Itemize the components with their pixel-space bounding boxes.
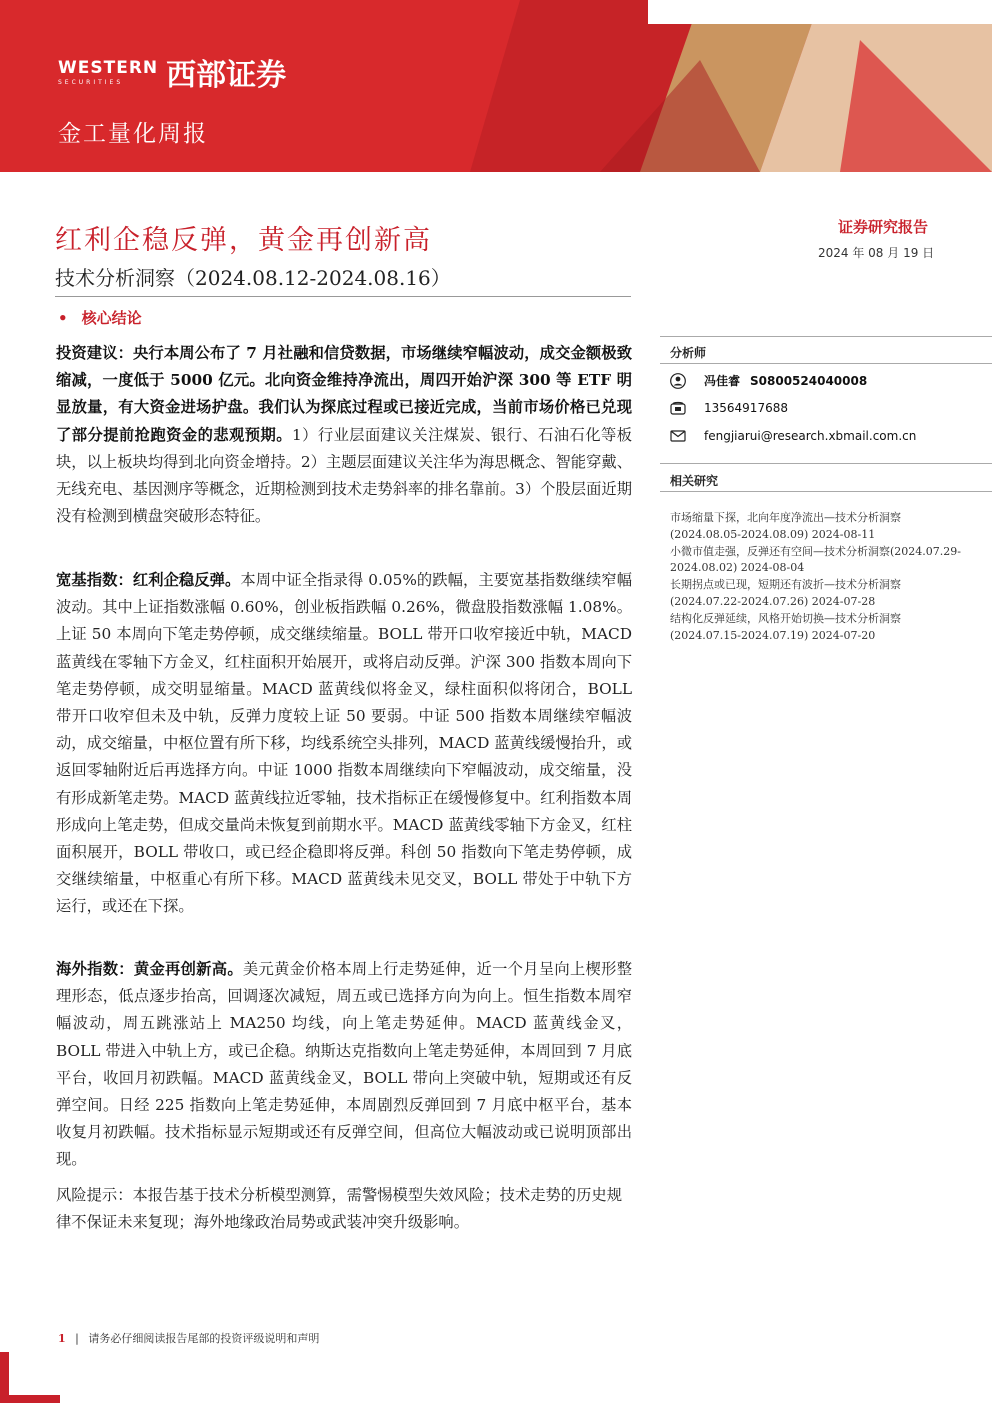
report-label: 证券研究报告 [838, 218, 929, 236]
corner-mark [0, 1395, 60, 1403]
related-item[interactable]: 小微市值走强，反弹还有空间—技术分析洞察(2024.07.29-2024.08.02) 2024-08-04 [670, 544, 961, 575]
risk-warning: 风险提示：本报告基于技术分析模型测算，需警惕模型失效风险；技术走势的历史规律不保证未来复现；海外地缘政治局势或武装冲突升级影响。 [56, 1186, 622, 1232]
section-text: 本周中证全指录得 0.05%的跌幅，主要宽基指数继续窄幅波动。其中上证指数涨幅 0.60%，创业板指跌幅 0.26%，微盘股指数涨幅 1.08%。上证 50 本周向下笔走势停顿，成交继续缩量。BOLL 带开口收窄接近中轨，MACD 蓝黄线在零轴下方金叉，红柱面积开始展开，或将启动反弹。沪深 300 指数本周向下笔走势停顿，成交明显缩量。MACD 蓝黄线似将金叉，绿柱面积似将闭合，BOLL 带开口收窄但未及中轨，反弹力度较上证 50 要弱。中证 500 指数本周继续窄幅波动，成交缩量，中枢位置有所下移，均线系统空头排列，MACD 蓝黄线缓慢抬升，或返回零轴附近后再选择方向。中证 1000 指数本周继续向下窄幅波动，成交缩量，没有形成新笔走势。MACD 蓝黄线拉近零轴，技术指标正在缓慢修复中。红利指数本周形成向上笔走势，但成交量尚未恢复到前期水平。MACD 蓝黄线零轴下方金叉，红柱面积展开，BOLL 带收口，或已经企稳即将反弹。科创 50 指数向下笔走势停顿，成交继续缩量，中枢重心有所下移。MACD 蓝黄线未见交叉，BOLL 带处于中轨下方运行，或还在下探。 [56, 571, 632, 916]
sidebar-divider [660, 363, 992, 364]
analyst-heading: 分析师 [670, 346, 707, 360]
analyst-id: S0800524040008 [750, 373, 868, 388]
section-investment [56, 340, 632, 530]
section-lead: 投资建议：央行本周公布了 7 月社融和信贷数据，市场继续窄幅波动，成交金额极致缩减，一度低于 5000 亿元。北向资金维持净流出，周四开始沪深 300 等 ETF 明显放量，有大资金进场护盘。我们认为探底过程或已接近完成，当前市场价格已兑现了部分提前抢跑资金的悲观预期。 [56, 344, 632, 444]
related-item[interactable]: 结构化反弹延续，风格开始切换—技术分析洞察(2024.07.15-2024.07.19) 2024-07-20 [670, 611, 901, 642]
page-number: 1 [58, 1332, 66, 1345]
related-item[interactable]: 市场缩量下探，北向年度净流出—技术分析洞察(2024.08.05-2024.08.09) 2024-08-11 [670, 511, 901, 541]
analyst-row [670, 372, 867, 389]
disclaimer-text: 请务必仔细阅读报告尾部的投资评级说明和声明 [88, 1332, 320, 1345]
person-icon [670, 373, 686, 389]
section-lead: 海外指数：黄金再创新高。 [56, 960, 243, 978]
section-lead: 宽基指数：红利企稳反弹。 [56, 571, 241, 589]
section-text: 1）行业层面建议关注煤炭、银行、石油石化等板块，以上板块均得到北向资金增持。2）主题层面建议关注华为海思概念、智能穿戴、无线充电、基因测序等概念，近期检测到技术走势斜率的排名靠前。3）个股层面近期没有检测到横盘突破形态特征。 [56, 425, 632, 526]
core-heading: • 核心结论 [58, 309, 142, 327]
header-banner [0, 0, 992, 172]
analyst-email[interactable]: fengjiarui@research.xbmail.com.cn [704, 429, 917, 443]
section-broad-index [56, 567, 632, 921]
report-title: 红利企稳反弹，黄金再创新高 [55, 225, 432, 256]
report-type: 金工量化周报 [58, 121, 208, 147]
email-icon [670, 428, 686, 444]
page-footer: 1 | 请务必仔细阅读报告尾部的投资评级说明和声明 [58, 1332, 320, 1345]
report-date: 2024 年 08 月 19 日 [818, 246, 935, 260]
email-row [670, 428, 916, 444]
banner-white-strip [648, 0, 992, 24]
section-text: 美元黄金价格本周上行走势延伸，近一个月呈向上楔形整理形态，低点逐步抬高，回调逐次减短，周五或已选择方向为向上。恒生指数本周窄幅波动，周五跳涨站上 MA250 均线，向上笔走势延伸。MACD 蓝黄线金叉，BOLL 带进入中轨上方，或已企稳。纳斯达克指数向上笔走势延伸，本周回到 7 月底平台，收回月初跌幅。MACD 蓝黄线金叉，BOLL 带向上突破中轨，短期或还有反弹空间。日经 225 指数向上笔走势延伸，本周剧烈反弹回到 7 月底中枢平台，基本收复月初跌幅。技术指标显示短期或还有反弹空间，但高位大幅波动或已说明顶部出现。 [56, 960, 632, 1169]
analyst-name: 冯佳睿 [704, 374, 741, 388]
sidebar-divider [660, 491, 992, 492]
logo-english: WESTERN SECURITIES [58, 58, 159, 86]
analyst-phone: 13564917688 [704, 401, 788, 415]
title-divider [55, 296, 631, 297]
sidebar-divider [660, 463, 992, 464]
company-logo [58, 52, 286, 92]
section-overseas [56, 956, 632, 1174]
related-research-list [670, 510, 970, 644]
report-subtitle: 技术分析洞察（2024.08.12-2024.08.16） [55, 266, 451, 290]
phone-icon [670, 400, 686, 416]
related-item[interactable]: 长期拐点或已现，短期还有波折—技术分析洞察(2024.07.22-2024.07.26) 2024-07-28 [670, 578, 901, 608]
phone-row [670, 400, 788, 416]
bullet-icon: • [58, 309, 68, 327]
logo-chinese: 西部证券 [166, 58, 287, 93]
sidebar-divider [660, 336, 992, 337]
related-heading: 相关研究 [670, 474, 719, 488]
